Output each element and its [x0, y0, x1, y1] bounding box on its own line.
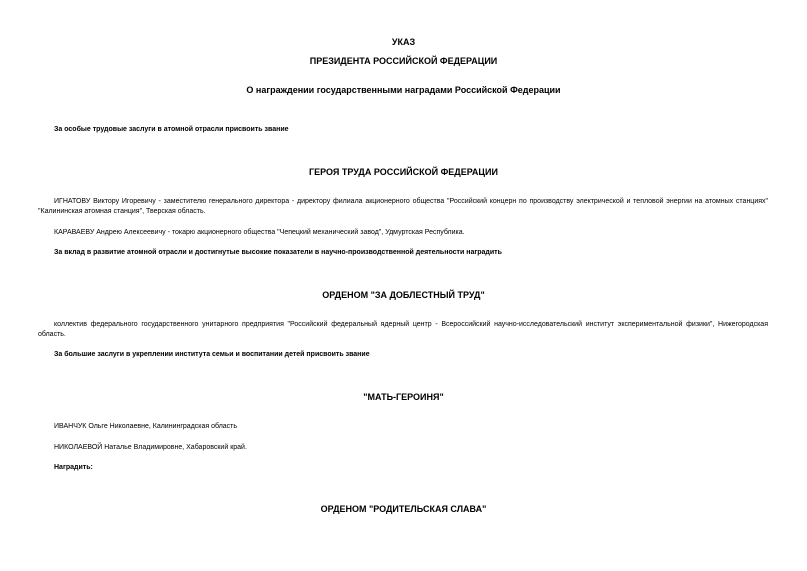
mother-heroine-title: "МАТЬ-ГЕРОИНЯ" — [363, 392, 444, 402]
mother-heroine-recipient-2: НИКОЛАЕВОЙ Наталье Владимировне, Хабаровский край. — [54, 444, 247, 451]
mother-intro: За большие заслуги в укреплении института семьи и воспитании детей присвоить звание — [54, 351, 370, 358]
hero-award-recipient-2: КАРАВАЕВУ Андрею Алексеевичу - токарю акционерного общества "Чепецкий механический завод", Удмуртская Республика. — [54, 229, 465, 236]
order-title: ОРДЕНОМ "ЗА ДОБЛЕСТНЫЙ ТРУД" — [322, 290, 485, 300]
order-recipient: коллектив федерального государственного унитарного предприятия "Российский федеральный ядерный центр - Всероссийский научно-исследовательский институт экспериментальной физики", Нижегородская область. — [38, 321, 768, 338]
hero-intro: За особые трудовые заслуги в атомной отрасли присвоить звание — [54, 126, 289, 133]
hero-award-title: ГЕРОЯ ТРУДА РОССИЙСКОЙ ФЕДЕРАЦИИ — [309, 167, 498, 177]
award-intro: Наградить: — [54, 464, 93, 471]
order-intro: За вклад в развитие атомной отрасли и достигнутые высокие показатели в научно-производственной деятельности наградить — [54, 249, 502, 256]
decree-subject: О награждении государственными наградами Российской Федерации — [246, 85, 561, 95]
hero-award-recipient-1: ИГНАТОВУ Виктору Игоревичу - заместителю генерального директора - директору филиала акционерного общества "Российский концерн по производству электрической и тепловой энергии на атомных станциях" "Калининская атомная станция", Тверская область. — [38, 198, 768, 215]
parental-glory-title: ОРДЕНОМ "РОДИТЕЛЬСКАЯ СЛАВА" — [320, 504, 487, 514]
decree-title: УКАЗ — [391, 37, 416, 47]
decree-issuer: ПРЕЗИДЕНТА РОССИЙСКОЙ ФЕДЕРАЦИИ — [309, 56, 498, 66]
mother-heroine-recipient-1: ИВАНЧУК Ольге Николаевне, Калининградская область — [54, 423, 238, 430]
